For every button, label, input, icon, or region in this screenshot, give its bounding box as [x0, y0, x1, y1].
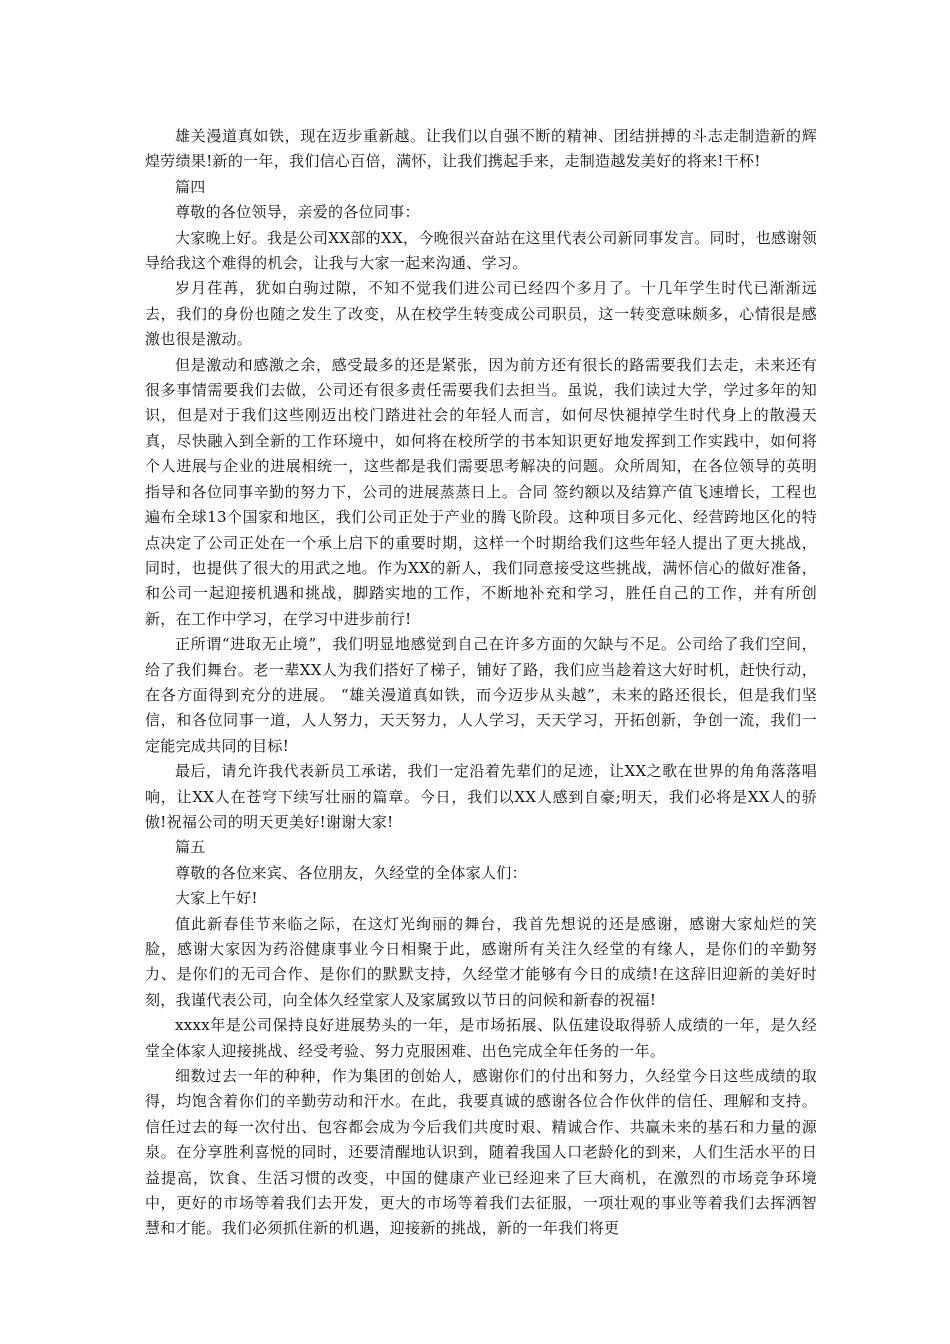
paragraph-greeting-5: 大家上午好! — [175, 889, 258, 908]
document-body — [145, 124, 817, 1242]
paragraph-time-passes: 岁月荏苒，犹如白驹过隙，不知不觉我们进公司已经四个多月了。十几年学生时代已渐渐远去，我们的身份也随之发生了改变，从在校学生转变成公司职员，这一转变意味颇多，心情很是感激也很是激动。 — [145, 279, 817, 349]
paragraph-salutation-4: 尊敬的各位领导，亲爱的各位同事： — [175, 203, 420, 222]
paragraph-new-year-thanks: 值此新春佳节来临之际，在这灯光绚丽的舞台，我首先想说的还是感谢，感谢大家灿烂的笑脸，感谢大家因为药浴健康事业今日相聚于此，感谢所有关注久经堂的有缘人，是你们的辛勤努力、是你们的无司合作、是你们的默默支持，久经堂才能够有今日的成绩!在这辞旧迎新的美好时刻，我谨代表公司，向全体久经堂家人及家属致以节日的问候和新春的祝福! — [145, 914, 817, 1009]
paragraph-progress: 正所谓“进取无止境”，我们明显地感觉到自己在许多方面的欠缺与不足。公司给了我们空间，给了我们舞台。老一辈XX人为我们搭好了梯子，铺好了路，我们应当趁着这大好时机，赶快行动，在各方面得到充分的进展。 “雄关漫道真如铁，而今迈步从头越”，未来的路还很长，但是我们坚信，和各位同事一道，人人努力，天天努力，人人学习，天天学习，开拓创新，争创一流，我们一定能完成共同的目标! — [145, 635, 817, 755]
paragraph-opening-toast: 雄关漫道真如铁，现在迈步重新越。让我们以自强不断的精神、团结拼搏的斗志走制造新的辉煌劳绩果!新的一年，我们信心百倍，满怀，让我们携起手来，走制造越发美好的将来!干杯! — [145, 127, 817, 171]
section-heading-5: 篇五 — [175, 838, 206, 857]
paragraph-greeting-4: 大家晚上好。我是公司XX部的XX，今晚很兴奋站在这里代表公司新同事发言。同时，也感谢领导给我这个难得的机会，让我与大家一起来沟通、学习。 — [145, 228, 817, 273]
section-heading-4: 篇四 — [175, 177, 206, 196]
paragraph-challenges: 但是激动和感激之余，感受最多的还是紧张，因为前方还有很长的路需要我们去走，未来还有很多事情需要我们去做，公司还有很多责任需要我们去担当。虽说，我们读过大学，学过多年的知识，但是对于我们这些刚迈出校门踏进社会的年轻人而言，如何尽快褪掉学生时代身上的散漫天真，尽快融入到全新的工作环境中，如何将在校所学的书本知识更好地发挥到工作实践中，如何将个人进展与企业的进展相统一，这些都是我们需要思考解决的问题。众所周知，在各位领导的英明指导和各位同事辛勤的努力下，公司的进展蒸蒸日上。合同 签约额以及结算产值飞速增长，工程也遍布全球13个国家和地区，我们公司正处于产业的腾飞阶段。这种项目多元化、经营跨地区化的特点决定了公司正处在一个承上启下的重要时期，这样一个时期给我们这些年轻人提出了更大挑战，同时，也提供了很大的用武之地。作为XX的新人，我们同意接受这些挑战，满怀信心的做好准备，和公司一起迎接机遇和挑战，脚踏实地的工作，不断地补充和学习，胜任自己的工作，并有所创新，在工作中学习，在学习中进步前行! — [145, 355, 817, 628]
paragraph-year-summary: xxxx年是公司保持良好进展势头的一年，是市场拓展、队伍建设取得骄人成绩的一年，是久经堂全体家人迎接挑战、经受考验、努力克服困难、出色完成全年任务的一年。 — [145, 1016, 817, 1060]
paragraph-reflection: 细数过去一年的种种，作为集团的创始人，感谢你们的付出和努力，久经堂今日这些成绩的取得，均饱含着你们的辛勤劳动和汗水。在此，我要真诚的感谢各位合作伙伴的信任、理解和支持。信任过去的每一次付出、包容都会成为今后我们共度时艰、精诚合作、共赢未来的基石和力量的源泉。在分享胜利喜悦的同时，还要清醒地认识到，随着我国人口老龄化的到来，人们生活水平的日益提高，饮食、生活习惯的改变，中国的健康产业已经迎来了巨大商机，在激烈的市场竞争环境中，更好的市场等着我们去开发，更大的市场等着我们去征服，一项壮观的事业等着我们去挥洒智慧和才能。我们必须抓住新的机遇，迎接新的挑战，新的一年我们将更 — [145, 1067, 817, 1238]
paragraph-salutation-5: 尊敬的各位来宾、各位朋友，久经堂的全体家人们： — [175, 863, 527, 882]
paragraph-closing-4: 最后，请允许我代表新员工承诺，我们一定沿着先辈们的足迹，让XX之歌在世界的角角落落唱响，让XX人在苍穹下续写壮丽的篇章。今日，我们以XX人感到自豪;明天，我们必将是XX人的骄傲!祝福公司的明天更美好!谢谢大家! — [145, 762, 817, 831]
